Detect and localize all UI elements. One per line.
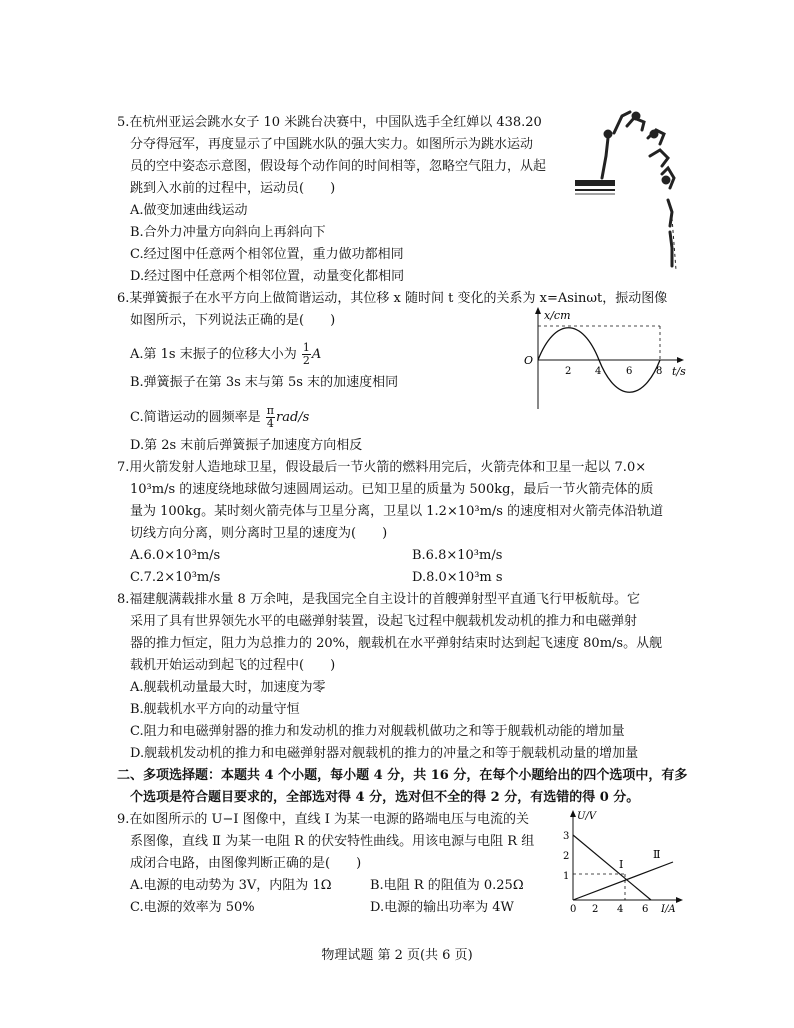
q5-line-2: 分夺得冠军，再度显示了中国跳水队的强大实力。如图所示为跳水运动: [130, 137, 534, 152]
q8-line-1: 8.福建舰满载排水量 8 万余吨，是我国完全自主设计的首艘弹射型平直通飞行甲板航母。它: [117, 592, 640, 607]
q6-y-label: x/cm: [544, 309, 571, 322]
q9-label-II: Ⅱ: [653, 848, 661, 861]
q7-line-2: 10³m/s 的速度绕地球做匀速圆周运动。已知卫星的质量为 500kg，最后一节火箭壳体的质: [130, 482, 654, 497]
q7-option-d: D.8.0×10³m s: [412, 570, 503, 585]
q6-option-a: [130, 342, 321, 367]
q8-option-a: A.舰载机动量最大时，加速度为零: [130, 680, 326, 695]
q6-option-d: D.第 2s 末前后弹簧振子加速度方向相反: [130, 438, 363, 453]
q5-option-c: C.经过图中任意两个相邻位置，重力做功都相同: [130, 247, 404, 262]
q5-option-b: B.合外力冲量方向斜向上再斜向下: [130, 225, 326, 240]
q8-line-2: 采用了具有世界领先水平的电磁弹射装置，设起飞过程中舰载机发动机的推力和电磁弹射: [130, 614, 638, 629]
q9-x-tick-4: 4: [617, 904, 624, 914]
q5-option-a: A.做变加速曲线运动: [130, 203, 248, 218]
q7-option-c: C.7.2×10³m/s: [130, 570, 221, 585]
q7-line-3: 量为 100kg。某时刻火箭壳体与卫星分离，卫星以 1.2×10³m/s 的速度相对火箭壳体沿轨道: [130, 504, 664, 519]
q6-x-label: t/s: [672, 365, 686, 378]
q9-x-tick-2: 2: [592, 904, 599, 914]
q6-vibration-graph: [520, 305, 690, 413]
q6-line-1: 6.某弹簧振子在水平方向上做简谐运动，其位移 x 随时间 t 变化的关系为 x=Asinωt，振动图像: [117, 291, 668, 306]
q9-y-tick-2: 2: [563, 851, 570, 862]
q6-option-b: B.弹簧振子在第 3s 末与第 5s 末的加速度相同: [130, 375, 399, 390]
q7-line-4: 切线方向分离，则分离时卫星的速度为( ): [130, 526, 388, 541]
q6-fraction-num: 1: [302, 341, 310, 354]
q8-option-c: C.阻力和电磁弹射器的推力和发动机的推力对舰载机做功之和等于舰载机动能的增加量: [130, 724, 625, 739]
q6-fraction-c-den: 4: [266, 417, 274, 430]
q5-line-3: 员的空中姿态示意图，假设每个动作间的时间相等，忽略空气阻力，从起: [130, 159, 547, 174]
q6-tick-4: 4: [595, 366, 602, 377]
q7-line-1: 7.用火箭发射人造地球卫星，假设最后一节火箭的燃料用完后，火箭壳体和卫星一起以 7.0×: [117, 460, 647, 475]
q6-tick-6: 6: [626, 366, 633, 377]
q8-option-d: D.舰载机发动机的推力和电磁弹射器对舰载机的推力的冲量之和等于舰载机动量的增加量: [130, 746, 639, 761]
q9-label-I: Ⅰ: [619, 858, 624, 871]
q9-x-label: I/A: [661, 904, 676, 914]
q8-line-3: 器的推力恒定，阻力为总推力的 20%，舰载机在水平弹射结束时达到起飞速度 80m/s。从舰: [130, 636, 663, 651]
q6-fraction-den: 2: [302, 354, 310, 367]
q8-option-b: B.舰载机水平方向的动量守恒: [130, 702, 300, 717]
q9-x-tick-0: 0: [570, 904, 577, 914]
page-footer: 物理试题 第 2 页(共 6 页): [321, 948, 473, 963]
section2-heading-line-2: 个选项是符合题目要求的，全部选对得 4 分，选对但不全的得 2 分，有选错的得 0 分。: [130, 790, 640, 805]
q9-y-tick-3: 3: [563, 831, 570, 842]
q5-option-d: D.经过图中任意两个相邻位置，动量变化都相同: [130, 269, 405, 284]
q9-option-b: B.电阻 R 的阻值为 0.25Ω: [370, 878, 524, 893]
q6-tick-8: 8: [656, 366, 663, 377]
q9-y-label: U/V: [577, 811, 597, 822]
q6-option-c-fraction: [266, 405, 275, 430]
diver-figure: [572, 108, 694, 273]
q9-option-d: D.电源的输出功率为 4W: [370, 900, 514, 915]
q9-line-I: [573, 835, 651, 900]
q7-option-b: B.6.8×10³m/s: [412, 548, 503, 563]
q9-line-1: 9.在如图所示的 U−I 图像中，直线 Ⅰ 为某一电源的路端电压与电流的关: [117, 812, 530, 827]
q5-line-1: 5.在杭州亚运会跳水女子 10 米跳台决赛中，中国队选手全红婵以 438.20: [117, 115, 542, 130]
q6-option-a-text: A.第 1s 末振子的位移大小为: [130, 347, 297, 362]
q7-option-a: A.6.0×10³m/s: [130, 548, 221, 563]
q9-line-2: 系图像，直线 Ⅱ 为某一电阻 R 的伏安特性曲线。用该电源与电阻 R 组: [130, 834, 535, 849]
q6-origin-label: O: [524, 354, 534, 367]
q8-line-4: 载机开始运动到起飞的过程中( ): [130, 658, 336, 673]
q6-option-c-text: C.简谐运动的圆频率是: [130, 410, 261, 425]
q9-y-tick-1: 1: [563, 871, 570, 882]
q6-option-c-tail: rad/s: [276, 410, 310, 425]
q6-tick-2: 2: [565, 366, 572, 377]
q9-ui-graph: [555, 808, 690, 914]
section2-heading-line-1: 二、多项选择题：本题共 4 个小题，每小题 4 分，共 16 分，在每个小题给出的四个选项中，有多: [117, 768, 688, 783]
q6-option-a-fraction: [302, 342, 311, 367]
q9-option-c: C.电源的效率为 50%: [130, 900, 255, 915]
q6-fraction-c-num: π: [266, 404, 274, 417]
diving-platform: [575, 180, 615, 186]
q5-line-4: 跳到入水前的过程中，运动员( ): [130, 181, 336, 196]
q6-line-2: 如图所示，下列说法正确的是( ): [130, 313, 336, 328]
q6-option-a-tail: A: [311, 347, 322, 362]
q9-x-tick-6: 6: [642, 904, 649, 914]
q6-option-c: [130, 405, 309, 430]
q9-line-3: 成闭合电路，由图像判断正确的是( ): [130, 856, 362, 871]
q9-option-a: A.电源的电动势为 3V，内阻为 1Ω: [130, 878, 332, 893]
